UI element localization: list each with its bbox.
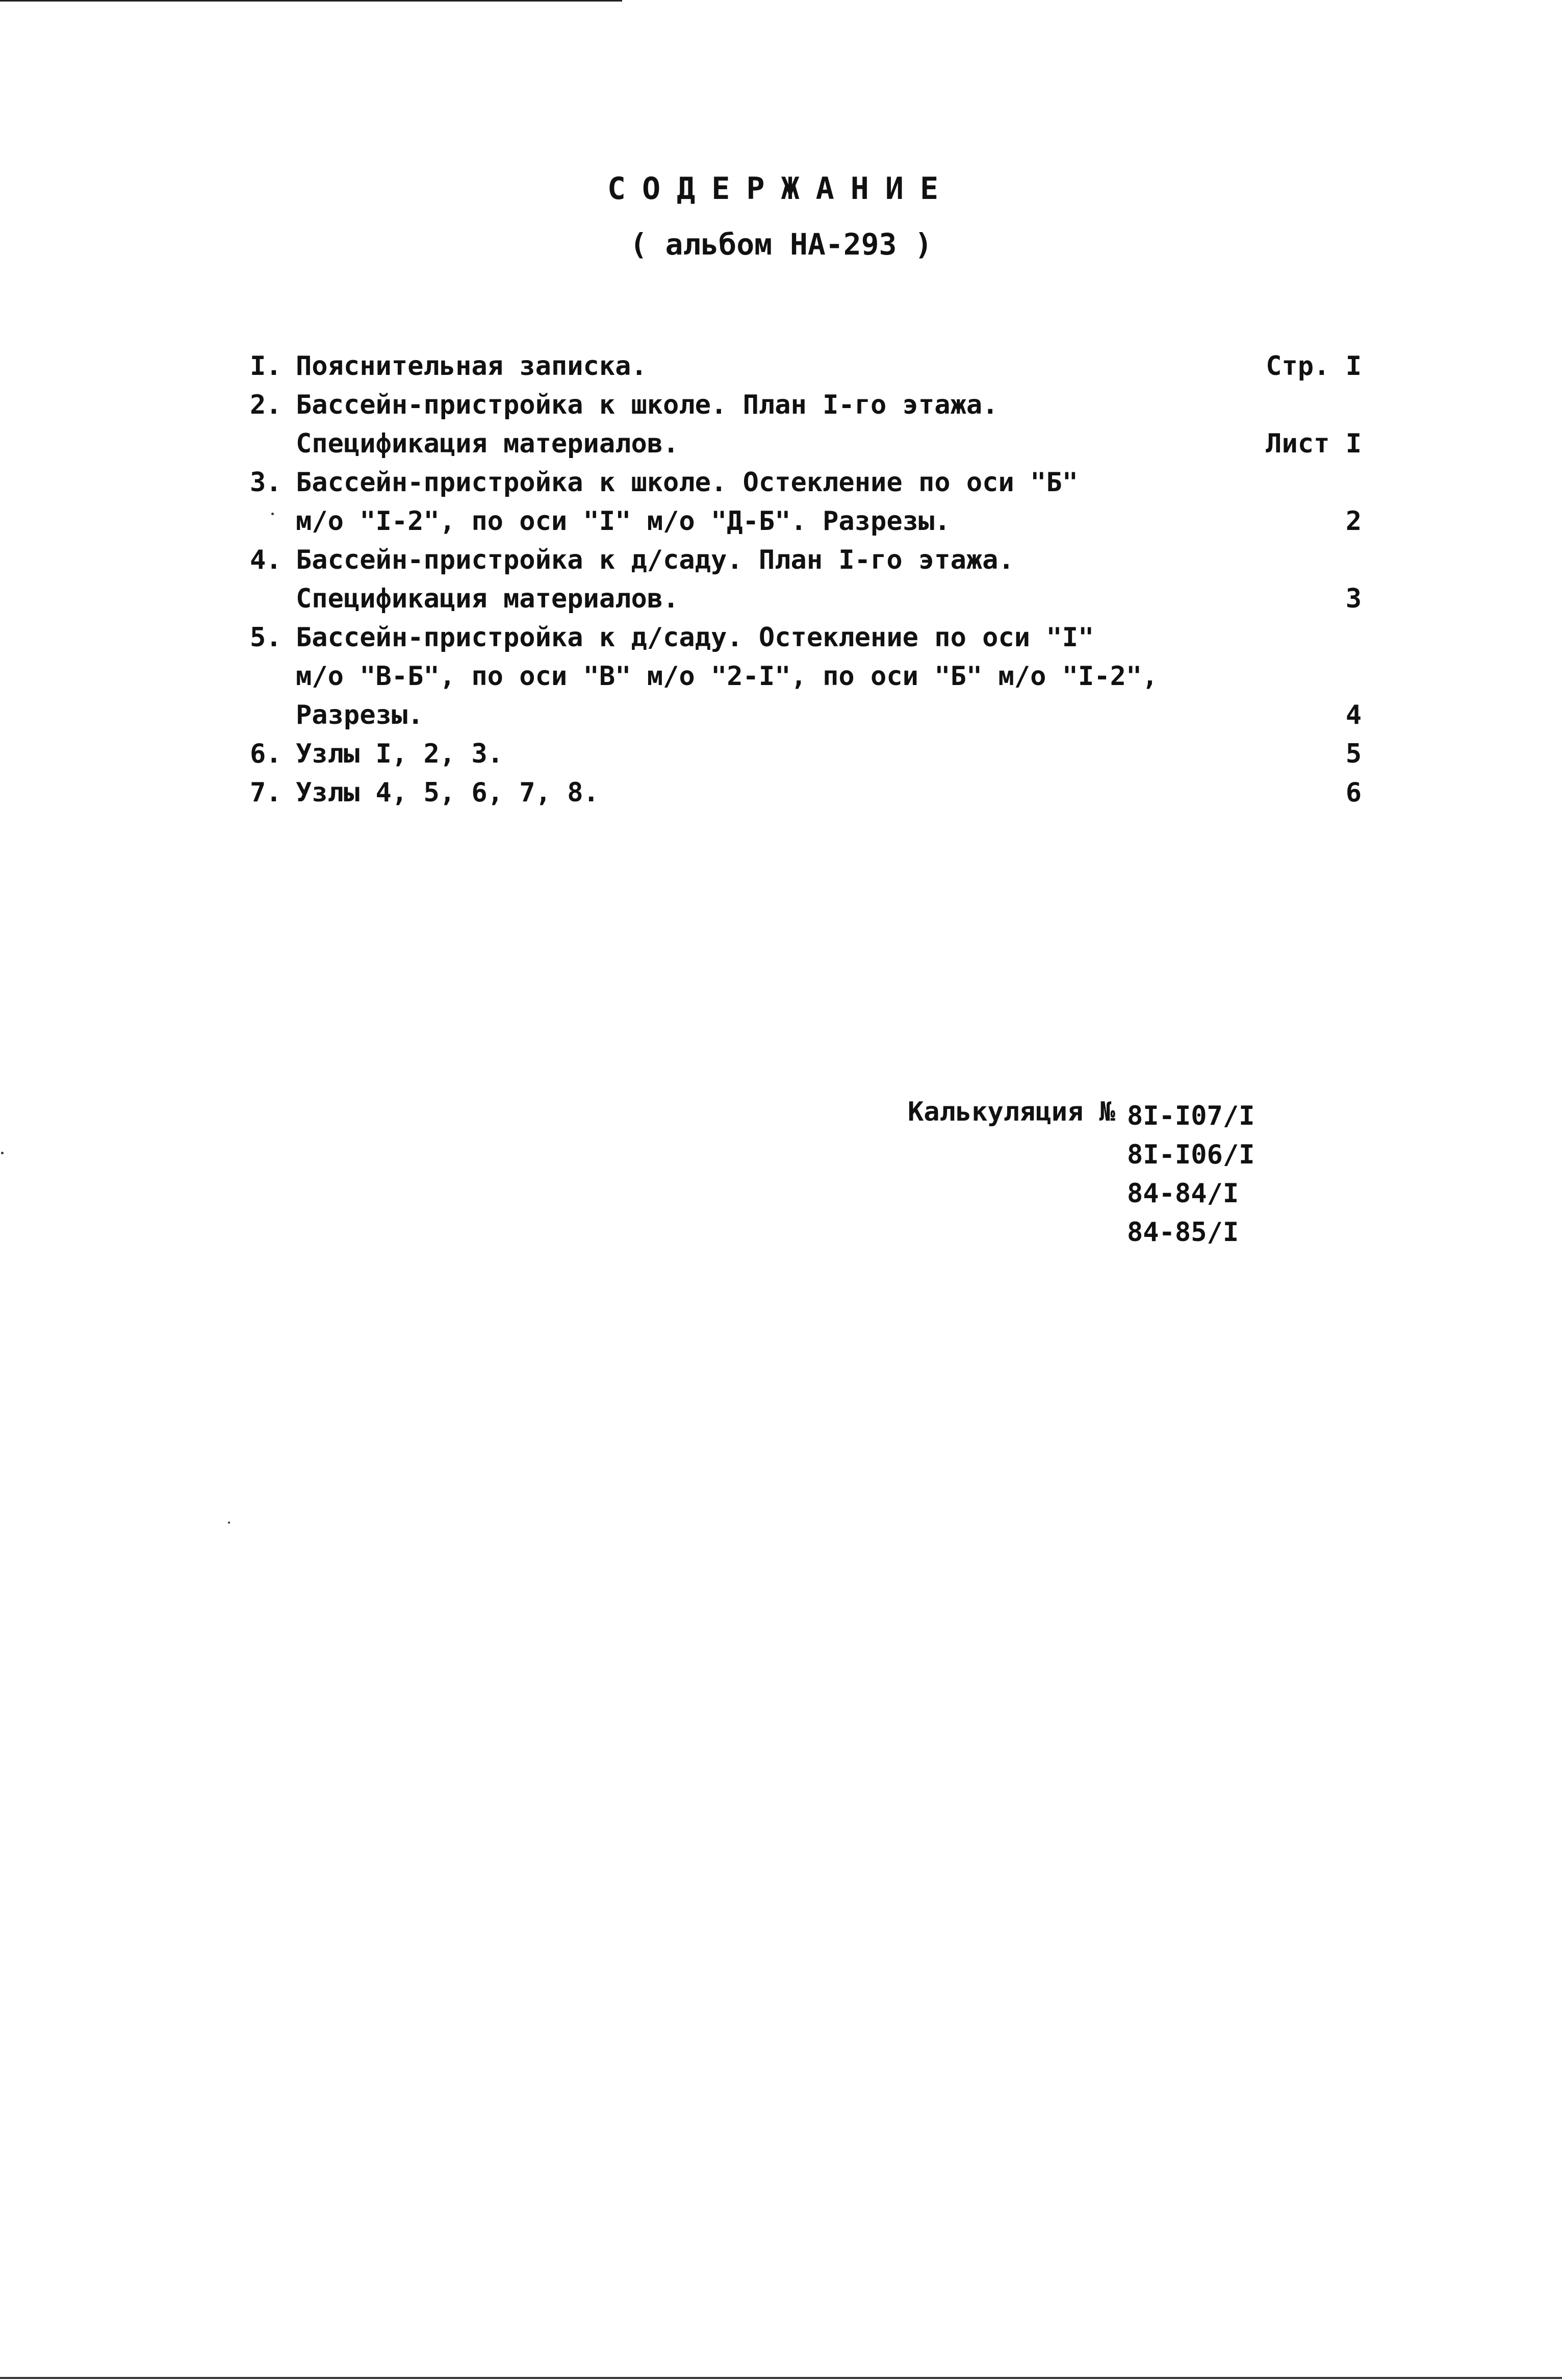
toc-line	[250, 424, 1362, 463]
toc-line	[250, 735, 1362, 773]
toc-item-text: Разрезы.	[296, 700, 424, 730]
scan-top-line	[0, 0, 622, 2]
toc-item-text: Бассейн-пристройка к школе. Остекление по оси "Б"	[296, 467, 1079, 498]
toc-item-text: Узлы 4, 5, 6, 7, 8.	[296, 777, 599, 808]
toc-item	[250, 773, 1362, 812]
toc-item-text: Узлы I, 2, 3.	[296, 739, 503, 769]
toc-item-text: м/о "В-Б", по оси "В" м/о "2-I", по оси "Б" м/о "I-2",	[296, 661, 1158, 692]
toc-line	[250, 502, 1362, 541]
toc-item-number: I.	[250, 351, 282, 382]
toc-item-text: Бассейн-пристройка к д/саду. План I-го этажа.	[296, 545, 1014, 575]
calculation-code: 84-84/I	[1127, 1178, 1239, 1209]
toc-item-text: Пояснительная записка.	[296, 351, 647, 382]
toc-line	[250, 541, 1362, 579]
toc-item	[250, 386, 1362, 463]
calculation-label: Калькуляция №	[908, 1097, 1115, 1127]
toc-line	[250, 657, 1362, 696]
scan-speck	[271, 513, 274, 515]
toc-line	[250, 696, 1362, 735]
toc-line	[250, 463, 1362, 502]
calculation-code: 8I-I06/I	[1127, 1140, 1255, 1170]
toc-line	[250, 347, 1362, 386]
toc-item	[250, 618, 1362, 735]
calculation-code: 84-85/I	[1127, 1217, 1239, 1248]
toc-line	[250, 618, 1362, 657]
toc-item-page: 5	[1345, 739, 1362, 769]
toc-item-number: 6.	[250, 739, 282, 769]
toc-item	[250, 347, 1362, 386]
calculation-code: 8I-I07/I	[1127, 1101, 1255, 1131]
toc-line	[250, 773, 1362, 812]
toc-item-page: Лист I	[1266, 428, 1362, 459]
toc-item-text: Бассейн-пристройка к школе. План I-го этажа.	[296, 390, 998, 420]
calculation-codes	[1127, 1097, 1254, 1252]
toc-item	[250, 541, 1362, 618]
toc-item-page: 6	[1345, 777, 1362, 808]
toc-item-text: Бассейн-пристройка к д/саду. Остекление по оси "I"	[296, 622, 1094, 653]
toc-item-page: Стр. I	[1266, 351, 1362, 382]
toc-item-number: 2.	[250, 390, 282, 420]
toc-item-text: м/о "I-2", по оси "I" м/о "Д-Б". Разрезы.	[296, 506, 951, 537]
toc-item	[250, 463, 1362, 541]
toc-line	[250, 579, 1362, 618]
toc-item-number: 7.	[250, 777, 282, 808]
toc-item-page: 4	[1345, 700, 1362, 730]
toc-item-number: 5.	[250, 622, 282, 653]
toc-item-text: Спецификация материалов.	[296, 428, 679, 459]
document-subtitle: ( альбом НА-293 )	[629, 227, 933, 262]
toc-item-number: 3.	[250, 467, 282, 498]
toc-item-text: Спецификация материалов.	[296, 584, 679, 614]
toc-line	[250, 386, 1362, 424]
toc-item-page: 2	[1345, 506, 1362, 537]
scan-bottom-line	[0, 2377, 1562, 2379]
toc-item-page: 3	[1345, 584, 1362, 614]
toc-item-number: 4.	[250, 545, 282, 575]
document-title: СОДЕРЖАНИЕ	[607, 171, 955, 207]
table-of-contents	[250, 347, 1362, 812]
scan-speck	[228, 1522, 230, 1524]
scan-speck	[1, 1152, 4, 1154]
toc-item	[250, 735, 1362, 773]
